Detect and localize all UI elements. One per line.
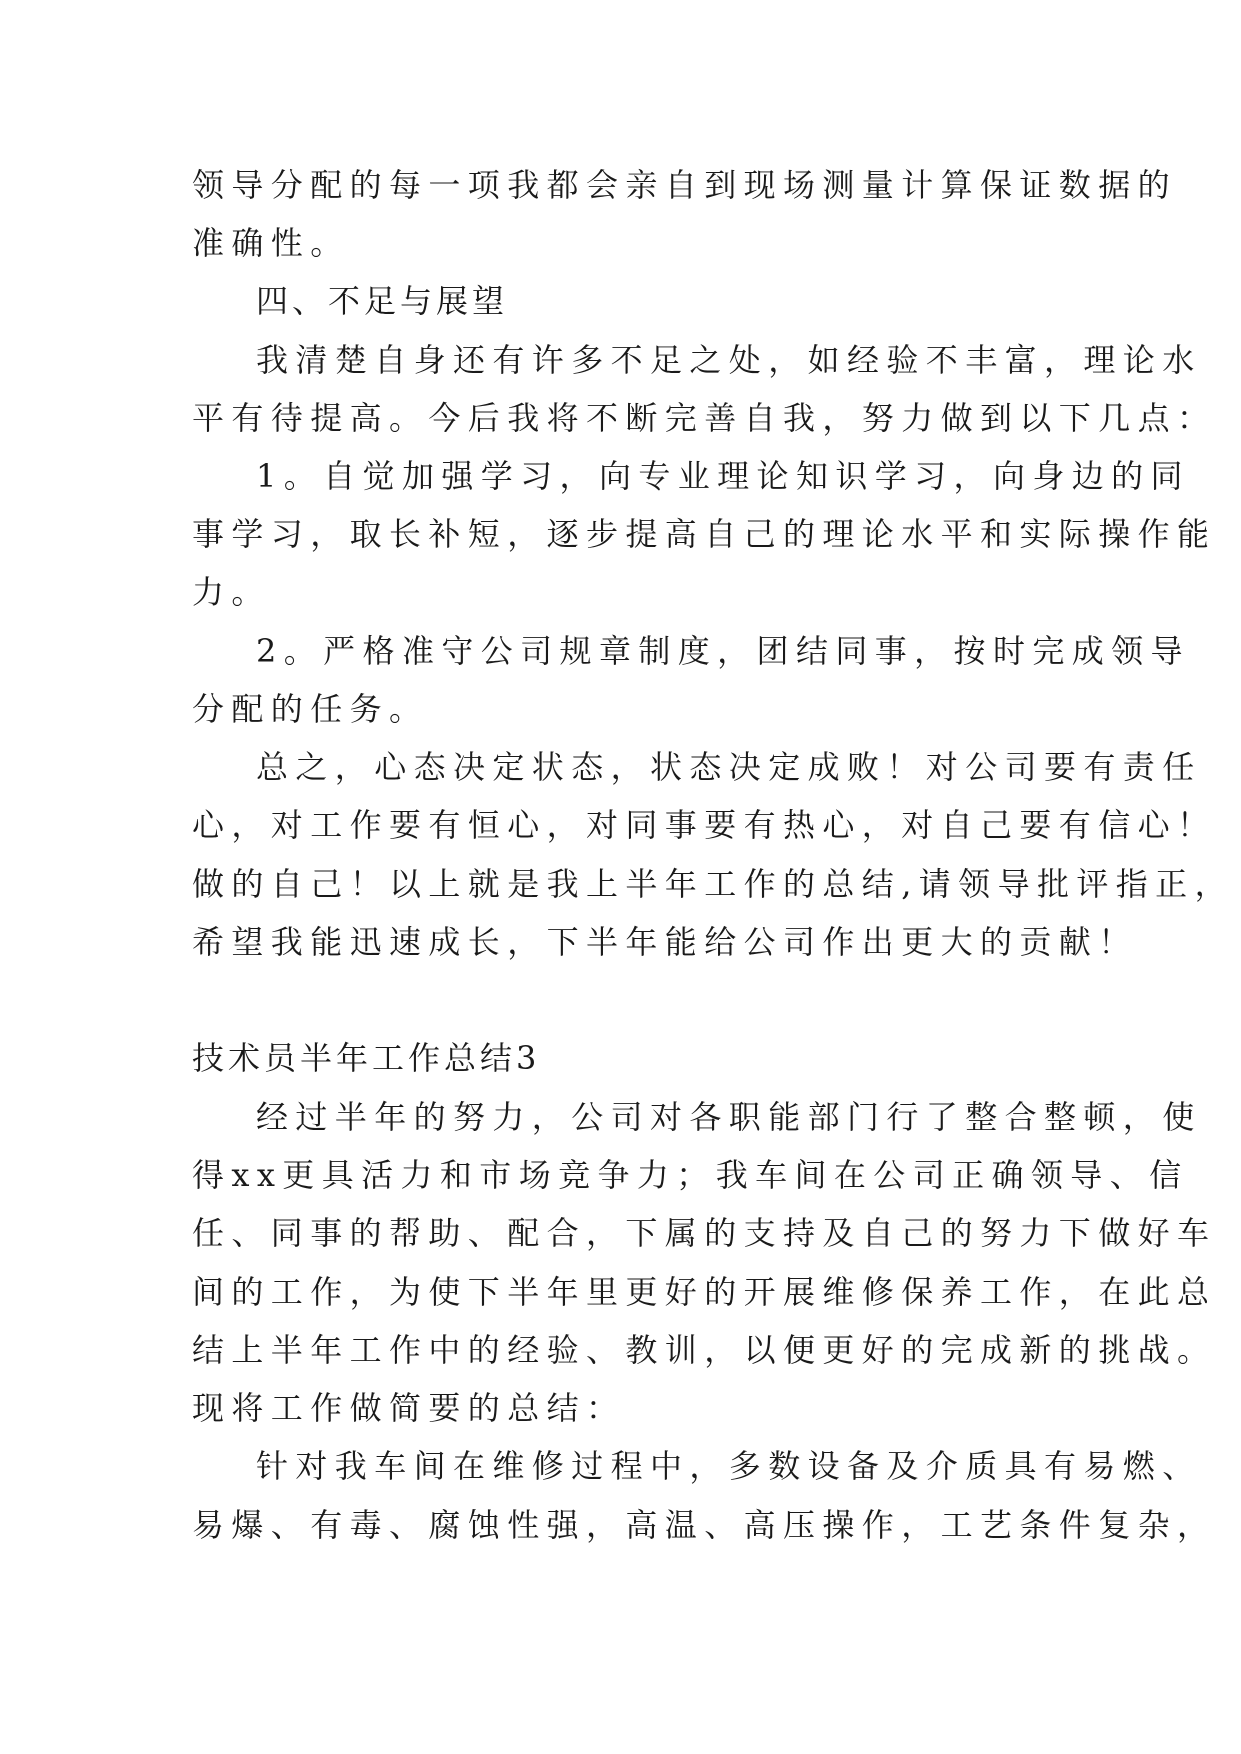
paragraph-line: 易爆、有毒、腐蚀性强，高温、高压操作，工艺条件复杂， xyxy=(192,1506,1217,1544)
paragraph-line: 间的工作，为使下半年里更好的开展维修保养工作，在此总 xyxy=(192,1273,1217,1311)
list-item-line: 分配的任务。 xyxy=(192,690,429,728)
paragraph-line: 针对我车间在维修过程中，多数设备及介质具有易燃、 xyxy=(256,1447,1202,1485)
paragraph-line: 任、同事的帮助、配合，下属的支持及自己的努力下做好车 xyxy=(192,1214,1217,1252)
paragraph-line: 经过半年的努力，公司对各职能部门行了整合整顿，使 xyxy=(256,1098,1202,1136)
list-item-line: 事学习，取长补短，逐步提高自己的理论水平和实际操作能 xyxy=(192,515,1217,553)
section-title: 技术员半年工作总结3 xyxy=(192,1039,541,1077)
paragraph-line: 现将工作做简要的总结： xyxy=(192,1389,626,1427)
paragraph-line: 领导分配的每一项我都会亲自到现场测量计算保证数据的 xyxy=(192,166,1178,204)
section-heading: 四、不足与展望 xyxy=(256,282,509,320)
paragraph-line: 得xx更具活力和市场竞争力；我车间在公司正确领导、信 xyxy=(192,1156,1189,1194)
list-item-line: 力。 xyxy=(192,573,271,611)
list-item-line: 1。自觉加强学习，向专业理论知识学习，向身边的同 xyxy=(256,457,1190,495)
paragraph-line: 做的自己！以上就是我上半年工作的总结,请领导批评指正， xyxy=(192,865,1234,903)
paragraph-line: 心，对工作要有恒心，对同事要有热心，对自己要有信心！ xyxy=(192,806,1217,844)
paragraph-line: 希望我能迅速成长，下半年能给公司作出更大的贡献！ xyxy=(192,923,1138,961)
paragraph-line: 平有待提高。今后我将不断完善自我，努力做到以下几点： xyxy=(192,399,1217,437)
paragraph-line: 结上半年工作中的经验、教训，以便更好的完成新的挑战。 xyxy=(192,1331,1217,1369)
paragraph-line: 总之，心态决定状态，状态决定成败！对公司要有责任 xyxy=(256,748,1202,786)
paragraph-line: 我清楚自身还有许多不足之处，如经验不丰富，理论水 xyxy=(256,341,1202,379)
paragraph-line: 准确性。 xyxy=(192,224,350,262)
list-item-line: 2。严格准守公司规章制度，团结同事，按时完成领导 xyxy=(256,632,1190,670)
